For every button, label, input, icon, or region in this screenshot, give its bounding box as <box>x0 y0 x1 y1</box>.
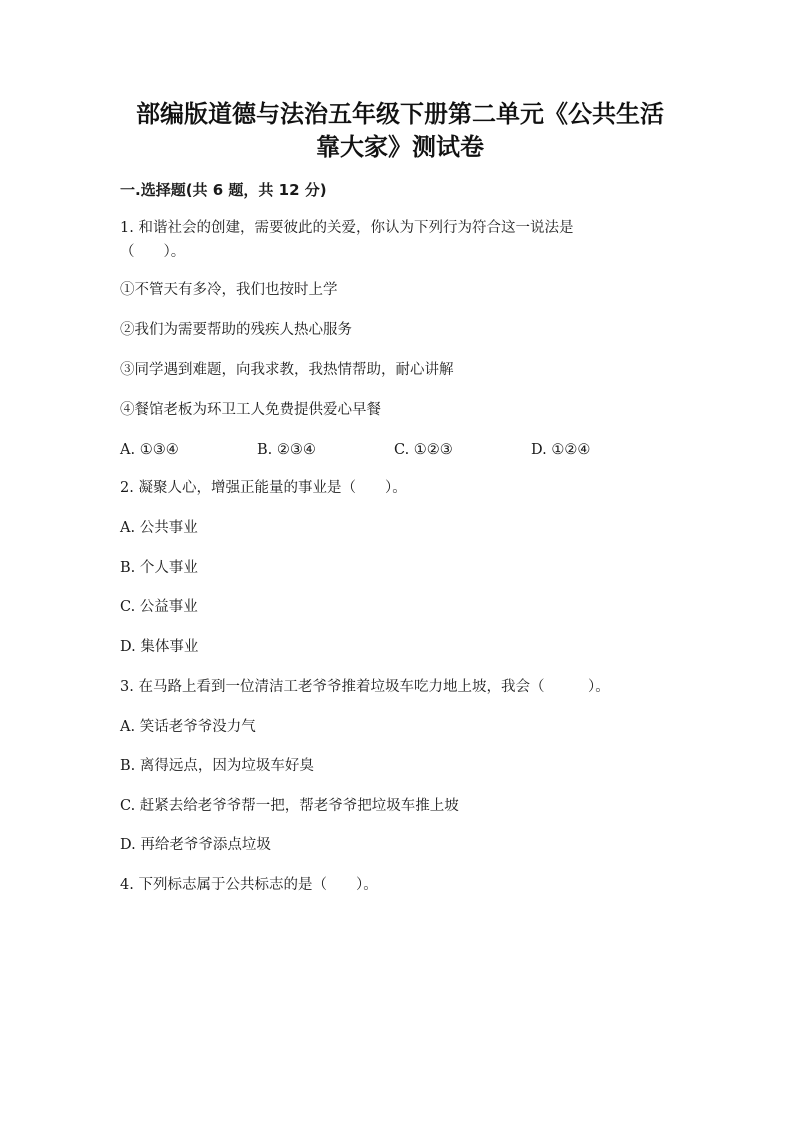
question-1-statement-3: ③同学遇到难题，向我求教，我热情帮助，耐心讲解 <box>120 362 454 378</box>
question-1-stem-continued: （ ）。 <box>120 244 186 260</box>
question-2-stem: 2. 凝聚人心，增强正能量的事业是（ ）。 <box>120 480 407 496</box>
question-2-option-c[interactable]: C. 公益事业 <box>120 599 198 615</box>
question-2-option-b[interactable]: B. 个人事业 <box>120 560 198 576</box>
section-heading: 一.选择题(共 6 题，共 12 分) <box>120 181 327 199</box>
question-1-option-d[interactable]: D. ①②④ <box>531 442 591 458</box>
question-3-stem: 3. 在马路上看到一位清洁工老爷爷推着垃圾车吃力地上坡，我会（ ）。 <box>120 679 610 695</box>
question-3-option-c[interactable]: C. 赶紧去给老爷爷帮一把，帮老爷爷把垃圾车推上坡 <box>120 798 459 814</box>
page-title-line-2: 靠大家》测试卷 <box>316 133 484 161</box>
question-1-statement-1: ①不管天有多冷，我们也按时上学 <box>120 282 338 298</box>
question-2-option-d[interactable]: D. 集体事业 <box>120 639 199 655</box>
question-3-option-d[interactable]: D. 再给老爷爷添点垃圾 <box>120 837 271 853</box>
question-1-stem: 1. 和谐社会的创建，需要彼此的关爱，你认为下列行为符合这一说法是 <box>120 220 574 236</box>
question-1-option-c[interactable]: C. ①②③ <box>394 442 453 458</box>
question-4-stem: 4. 下列标志属于公共标志的是（ ）。 <box>120 877 378 893</box>
question-1-option-a[interactable]: A. ①③④ <box>120 442 179 458</box>
question-3-option-b[interactable]: B. 离得远点，因为垃圾车好臭 <box>120 758 314 774</box>
question-1-statement-4: ④餐馆老板为环卫工人免费提供爱心早餐 <box>120 402 381 418</box>
question-1-options <box>120 440 680 460</box>
question-2-option-a[interactable]: A. 公共事业 <box>120 520 198 536</box>
question-1-option-b[interactable]: B. ②③④ <box>257 442 316 458</box>
page-title-line-1: 部编版道德与法治五年级下册第二单元《公共生活 <box>136 100 664 128</box>
question-1-statement-2: ②我们为需要帮助的残疾人热心服务 <box>120 322 352 338</box>
question-3-option-a[interactable]: A. 笑话老爷爷没力气 <box>120 719 256 735</box>
